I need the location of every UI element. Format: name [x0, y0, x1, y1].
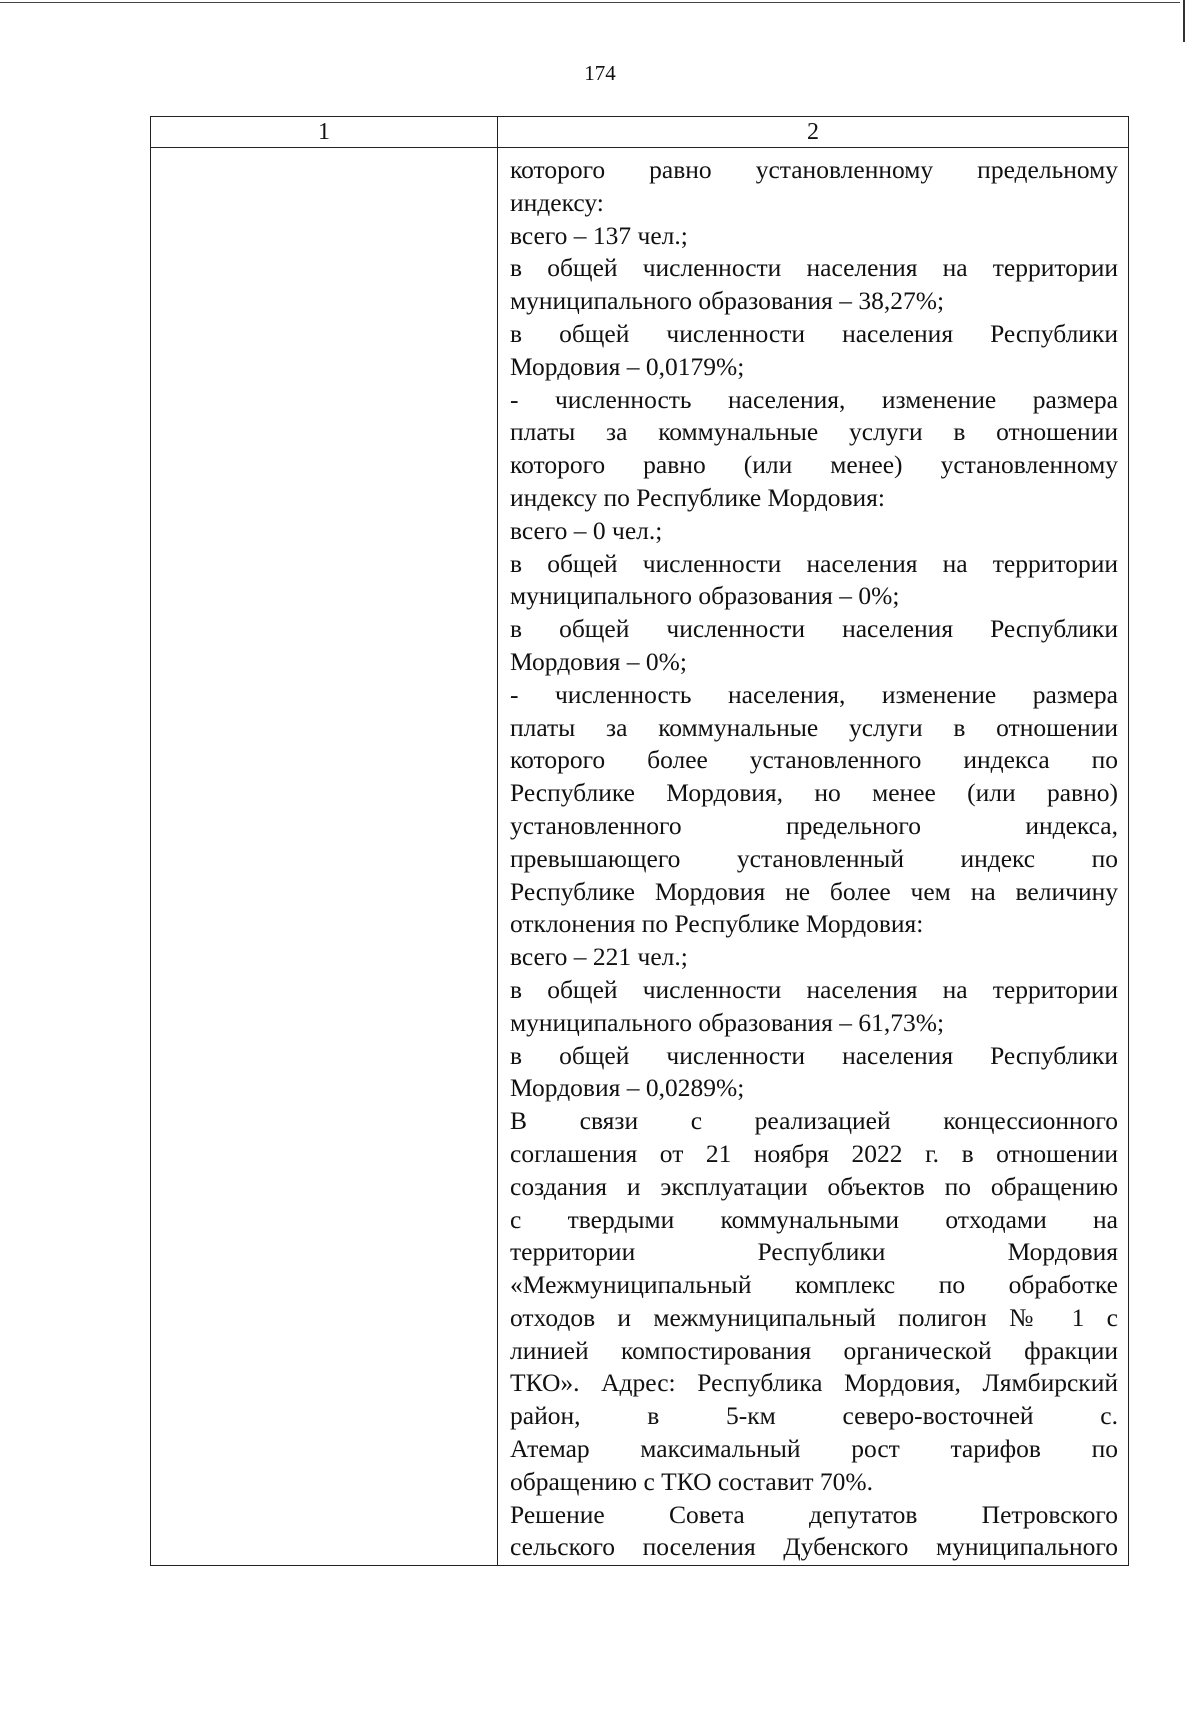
column-header-2: 2 — [498, 117, 1129, 148]
text-line: платы за коммунальные услуги в отношении — [510, 417, 1118, 447]
scan-edge-mark — [1183, 0, 1185, 42]
table-row — [151, 148, 1129, 1566]
text-line: В связи с реализацией концессионного — [510, 1106, 1118, 1136]
text-line: Мордовия – 0%; — [510, 646, 687, 676]
text-line: превышающего установленный индекс по — [510, 843, 1118, 873]
text-line: Республике Мордовия не более чем на величину — [510, 876, 1118, 906]
text-line: всего – 137 чел.; — [510, 220, 688, 250]
text-line: в общей численности населения на территории — [510, 253, 1118, 283]
text-line: платы за коммунальные услуги в отношении — [510, 712, 1118, 742]
text-line: всего – 221 чел.; — [510, 942, 688, 972]
text-line: «Межмуниципальный комплекс по обработке — [510, 1270, 1118, 1300]
text-line: соглашения от 21 ноября 2022 г. в отношении — [510, 1138, 1118, 1168]
text-line: индексу по Республике Мордовия: — [510, 482, 885, 512]
text-line: в общей численности населения на территории — [510, 548, 1118, 578]
text-line: индексу: — [510, 187, 604, 217]
text-line: установленного предельного индекса, — [510, 810, 1118, 840]
page-number: 174 — [584, 61, 616, 85]
text-line: отклонения по Республике Мордовия: — [510, 909, 924, 939]
text-line: муниципального образования – 0%; — [510, 581, 900, 611]
column-1-cell — [151, 148, 498, 1566]
column-header-1: 1 — [151, 117, 498, 148]
text-line: Республике Мордовия, но менее (или равно) — [510, 778, 1118, 808]
text-line: район, в 5-км северо-восточней с. — [510, 1401, 1118, 1431]
text-line: в общей численности населения на территории — [510, 974, 1118, 1004]
text-line: с твердыми коммунальными отходами на — [510, 1204, 1118, 1234]
text-line: отходов и межмуниципальный полигон № 1 с — [510, 1302, 1118, 1332]
text-line: в общей численности населения Республики — [510, 614, 1118, 644]
column-2-text — [498, 148, 1128, 1564]
text-line: всего – 0 чел.; — [510, 515, 663, 545]
text-line: сельского поселения Дубенского муниципального — [510, 1532, 1118, 1562]
text-line: ТКО». Адрес: Республика Мордовия, Лямбирский — [510, 1368, 1118, 1398]
text-line: в общей численности населения Республики — [510, 318, 1118, 348]
text-line: которого равно (или менее) установленному — [510, 450, 1118, 480]
text-line: создания и эксплуатации объектов по обращению — [510, 1171, 1118, 1201]
text-line: муниципального образования – 61,73%; — [510, 1007, 945, 1037]
text-line: - численность населения, изменение размера — [510, 679, 1118, 709]
text-line: Мордовия – 0,0289%; — [510, 1073, 745, 1103]
scan-top-line — [0, 2, 1180, 3]
text-line: линией компостирования органической фракции — [510, 1335, 1118, 1365]
document-table — [150, 116, 1129, 1566]
text-line: обращению с ТКО составит 70%. — [510, 1466, 874, 1496]
text-line: Решение Совета депутатов Петровского — [510, 1499, 1118, 1529]
text-line: которого более установленного индекса по — [510, 745, 1118, 775]
text-line: Мордовия – 0,0179%; — [510, 351, 745, 381]
text-line: территории Республики Мордовия — [510, 1237, 1118, 1267]
text-line: Атемар максимальный рост тарифов по — [510, 1434, 1118, 1464]
table-header-row — [151, 117, 1129, 148]
text-line: - численность населения, изменение размера — [510, 384, 1118, 414]
text-line: в общей численности населения Республики — [510, 1040, 1118, 1070]
text-line: муниципального образования – 38,27%; — [510, 286, 945, 316]
column-2-cell — [498, 148, 1129, 1566]
text-line: которого равно установленному предельному — [510, 155, 1118, 184]
